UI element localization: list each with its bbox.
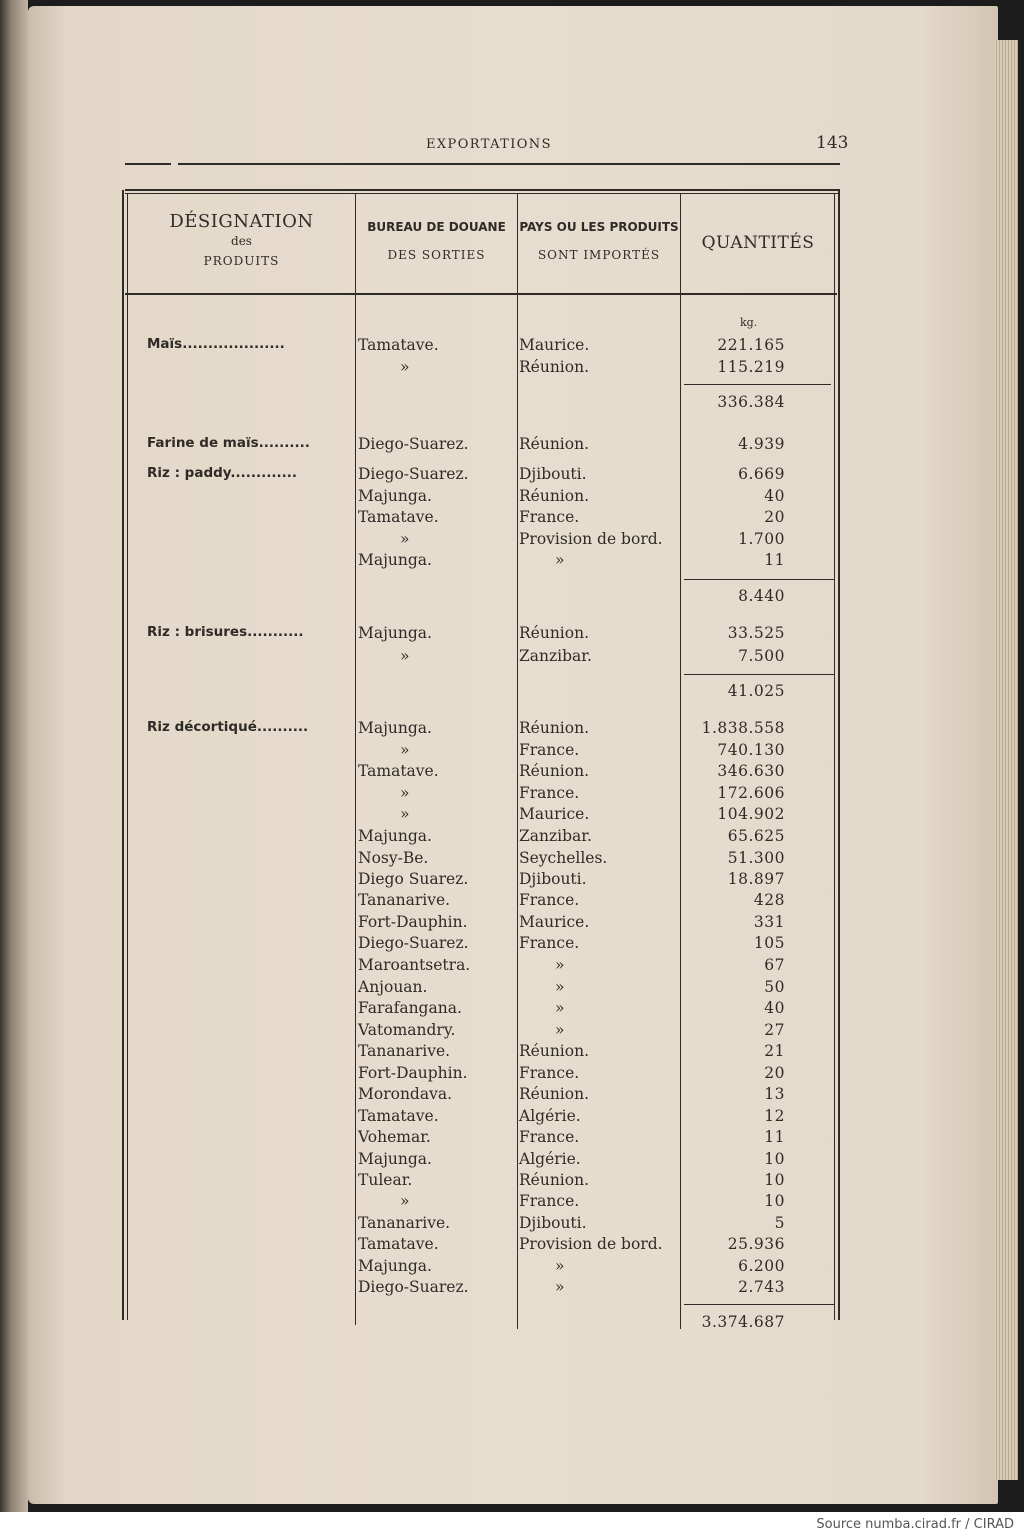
quantity-cell: 27 (764, 1021, 785, 1039)
bureau-cell: Tananarive. (358, 1214, 451, 1232)
quantity-cell: 104.902 (717, 805, 785, 823)
bureau-cell: Tamatave. (358, 1107, 439, 1125)
pays-cell: Réunion. (519, 1085, 590, 1103)
table-row (0, 1021, 1024, 1043)
bureau-cell: Diego-Suarez. (358, 1278, 469, 1296)
total-quantity-cell: 8.440 (738, 587, 785, 605)
quantity-cell: 50 (764, 978, 785, 996)
bureau-cell: Nosy-Be. (358, 849, 429, 867)
quantity-cell: 11 (764, 551, 785, 569)
pays-cell: France. (519, 1128, 580, 1146)
table-row (0, 1214, 1024, 1236)
total-quantity-cell: 3.374.687 (701, 1313, 785, 1331)
pays-cell: Réunion. (519, 624, 590, 642)
quantity-cell: 6.200 (738, 1257, 785, 1275)
bureau-cell: Diego-Suarez. (358, 934, 469, 952)
table-row (0, 870, 1024, 892)
table-top-rule (125, 189, 840, 191)
table-top-rule-thin (125, 193, 840, 194)
pays-cell: Réunion. (519, 762, 590, 780)
table-row (0, 358, 1024, 380)
table-row (0, 913, 1024, 935)
bureau-cell: Majunga. (358, 1150, 432, 1168)
table-row (0, 435, 1024, 457)
table-row (0, 508, 1024, 530)
header-bureau (356, 220, 517, 262)
quantity-cell: 346.630 (717, 762, 785, 780)
table-row (0, 1107, 1024, 1129)
quantity-cell: 10 (764, 1171, 785, 1189)
bureau-cell: Majunga. (358, 624, 432, 642)
bureau-cell: » (400, 1192, 410, 1210)
pays-cell: Maurice. (519, 336, 590, 354)
table-row (0, 1278, 1024, 1300)
pays-cell: Seychelles. (519, 849, 608, 867)
bureau-cell: Diego Suarez. (358, 870, 469, 888)
bureau-cell: Tamatave. (358, 762, 439, 780)
subtotal-rule (684, 1304, 834, 1305)
bureau-cell: Fort-Dauphin. (358, 913, 468, 931)
bureau-cell: » (400, 784, 410, 802)
quantity-cell: 12 (764, 1107, 785, 1125)
table-row (0, 719, 1024, 741)
quantity-cell: 172.606 (717, 784, 785, 802)
bureau-cell: Majunga. (358, 551, 432, 569)
quantity-cell: 5 (774, 1214, 785, 1232)
bureau-cell: Majunga. (358, 1257, 432, 1275)
header-pays-line2: SONT IMPORTÉS (537, 248, 661, 262)
pays-cell: Zanzibar. (519, 647, 592, 665)
quantity-cell: 10 (764, 1150, 785, 1168)
bureau-cell: Diego-Suarez. (358, 465, 469, 483)
pays-cell: Djibouti. (519, 870, 587, 888)
bureau-cell: Majunga. (358, 827, 432, 845)
pays-cell: Réunion. (519, 358, 590, 376)
pays-cell: » (555, 956, 565, 974)
table-row (0, 682, 1024, 704)
product-cell: Riz : paddy............. (147, 465, 298, 481)
pays-cell: » (555, 1257, 565, 1275)
table-row (0, 1235, 1024, 1257)
bureau-cell: Fort-Dauphin. (358, 1064, 468, 1082)
header-bottom-rule (125, 293, 837, 295)
head-rule-left (125, 163, 171, 165)
pays-cell: Algérie. (519, 1150, 581, 1168)
table-row (0, 487, 1024, 509)
header-pays-line1: PAYS OU LES PRODUITS (519, 220, 679, 234)
bureau-cell: Majunga. (358, 487, 432, 505)
table-row (0, 741, 1024, 763)
pays-cell: Réunion. (519, 719, 590, 737)
pays-cell: Provision de bord. (519, 530, 663, 548)
header-bureau-line2: DES SORTIES (387, 248, 486, 262)
bureau-cell: » (400, 805, 410, 823)
quantity-cell: 25.936 (727, 1235, 785, 1253)
product-cell: Riz décortiqué.......... (147, 719, 309, 735)
table-row (0, 999, 1024, 1021)
head-rule (178, 163, 840, 165)
table-row (0, 647, 1024, 669)
table-row (0, 1042, 1024, 1064)
pays-cell: » (555, 978, 565, 996)
quantity-cell: 428 (753, 891, 785, 909)
quantity-cell: 1.838.558 (701, 719, 785, 737)
unit-label: kg. (740, 316, 758, 329)
table-row (0, 1171, 1024, 1193)
table-row (0, 551, 1024, 573)
pays-cell: Djibouti. (519, 465, 587, 483)
table-row (0, 465, 1024, 487)
header-designation-line3: PRODUITS (203, 254, 280, 268)
pays-cell: Réunion. (519, 1042, 590, 1060)
bureau-cell: Diego-Suarez. (358, 435, 469, 453)
product-cell: Riz : brisures........... (147, 624, 304, 640)
bureau-cell: » (400, 741, 410, 759)
bureau-cell: » (400, 530, 410, 548)
header-quantites: QUANTITÉS (701, 233, 815, 253)
table-row (0, 1150, 1024, 1172)
quantity-cell: 11 (764, 1128, 785, 1146)
header-bureau-line1: BUREAU DE DOUANE (367, 220, 506, 234)
quantity-cell: 2.743 (738, 1278, 785, 1296)
table-row (0, 762, 1024, 784)
total-quantity-cell: 336.384 (717, 393, 785, 411)
bureau-cell: Tananarive. (358, 1042, 451, 1060)
pays-cell: Provision de bord. (519, 1235, 663, 1253)
header-designation-line2: des (231, 234, 252, 248)
table-row (0, 1085, 1024, 1107)
page-number: 143 (816, 133, 849, 153)
pays-cell: France. (519, 508, 580, 526)
quantity-cell: 20 (764, 1064, 785, 1082)
pays-cell: Maurice. (519, 805, 590, 823)
quantity-cell: 4.939 (738, 435, 785, 453)
quantity-cell: 65.625 (727, 827, 785, 845)
pays-cell: Réunion. (519, 1171, 590, 1189)
product-cell: Maïs.................... (147, 336, 285, 352)
pays-cell: France. (519, 784, 580, 802)
table-row (0, 1313, 1024, 1335)
pays-cell: Réunion. (519, 435, 590, 453)
table-row (0, 956, 1024, 978)
quantity-cell: 51.300 (727, 849, 785, 867)
bureau-cell: Majunga. (358, 719, 432, 737)
table-row (0, 784, 1024, 806)
quantity-cell: 40 (764, 487, 785, 505)
quantity-cell: 13 (764, 1085, 785, 1103)
pays-cell: France. (519, 1064, 580, 1082)
quantity-cell: 33.525 (727, 624, 785, 642)
pays-cell: » (555, 999, 565, 1017)
table-row (0, 336, 1024, 358)
table-row (0, 1257, 1024, 1279)
pays-cell: Maurice. (519, 913, 590, 931)
bureau-cell: Morondava. (358, 1085, 453, 1103)
table-row (0, 393, 1024, 415)
table-row (0, 1128, 1024, 1150)
quantity-cell: 20 (764, 508, 785, 526)
running-head: EXPORTATIONS (426, 137, 552, 152)
pays-cell: Réunion. (519, 487, 590, 505)
bureau-cell: Anjouan. (358, 978, 428, 996)
table-row (0, 587, 1024, 609)
pays-cell: » (555, 1021, 565, 1039)
bureau-cell: Tananarive. (358, 891, 451, 909)
quantity-cell: 6.669 (738, 465, 785, 483)
table-row (0, 624, 1024, 646)
bureau-cell: Tamatave. (358, 508, 439, 526)
pays-cell: Djibouti. (519, 1214, 587, 1232)
bureau-cell: » (400, 647, 410, 665)
quantity-cell: 105 (753, 934, 785, 952)
bureau-cell: Tamatave. (358, 1235, 439, 1253)
quantity-cell: 115.219 (717, 358, 785, 376)
quantity-cell: 18.897 (727, 870, 785, 888)
pays-cell: Algérie. (519, 1107, 581, 1125)
bureau-cell: Maroantsetra. (358, 956, 471, 974)
subtotal-rule (684, 384, 831, 385)
pays-cell: France. (519, 934, 580, 952)
table-row (0, 530, 1024, 552)
header-pays (518, 220, 680, 262)
table-row (0, 1064, 1024, 1086)
total-quantity-cell: 41.025 (727, 682, 785, 700)
table-row (0, 805, 1024, 827)
table-row (0, 891, 1024, 913)
quantity-cell: 7.500 (738, 647, 785, 665)
quantity-cell: 1.700 (738, 530, 785, 548)
pays-cell: » (555, 551, 565, 569)
quantity-cell: 40 (764, 999, 785, 1017)
pays-cell: France. (519, 891, 580, 909)
product-cell: Farine de maïs.......... (147, 435, 310, 451)
table-row (0, 978, 1024, 1000)
pays-cell: » (555, 1278, 565, 1296)
table-row (0, 934, 1024, 956)
pays-cell: Zanzibar. (519, 827, 592, 845)
subtotal-rule (684, 674, 834, 675)
pays-cell: France. (519, 1192, 580, 1210)
quantity-cell: 740.130 (717, 741, 785, 759)
pays-cell: France. (519, 741, 580, 759)
bureau-cell: Vohemar. (358, 1128, 431, 1146)
subtotal-rule (684, 579, 834, 580)
quantity-cell: 10 (764, 1192, 785, 1210)
bureau-cell: Farafangana. (358, 999, 462, 1017)
bureau-cell: Tulear. (358, 1171, 413, 1189)
bureau-cell: Vatomandry. (358, 1021, 456, 1039)
bureau-cell: » (400, 358, 410, 376)
bureau-cell: Tamatave. (358, 336, 439, 354)
quantity-cell: 21 (764, 1042, 785, 1060)
table-row (0, 827, 1024, 849)
header-designation-line1: DÉSIGNATION (169, 211, 314, 232)
quantity-cell: 221.165 (717, 336, 785, 354)
quantity-cell: 67 (764, 956, 785, 974)
header-designation (128, 211, 355, 268)
source-credit: Source numba.cirad.fr / CIRAD (816, 1517, 1014, 1532)
table-row (0, 849, 1024, 871)
quantity-cell: 331 (753, 913, 785, 931)
table-row (0, 1192, 1024, 1214)
